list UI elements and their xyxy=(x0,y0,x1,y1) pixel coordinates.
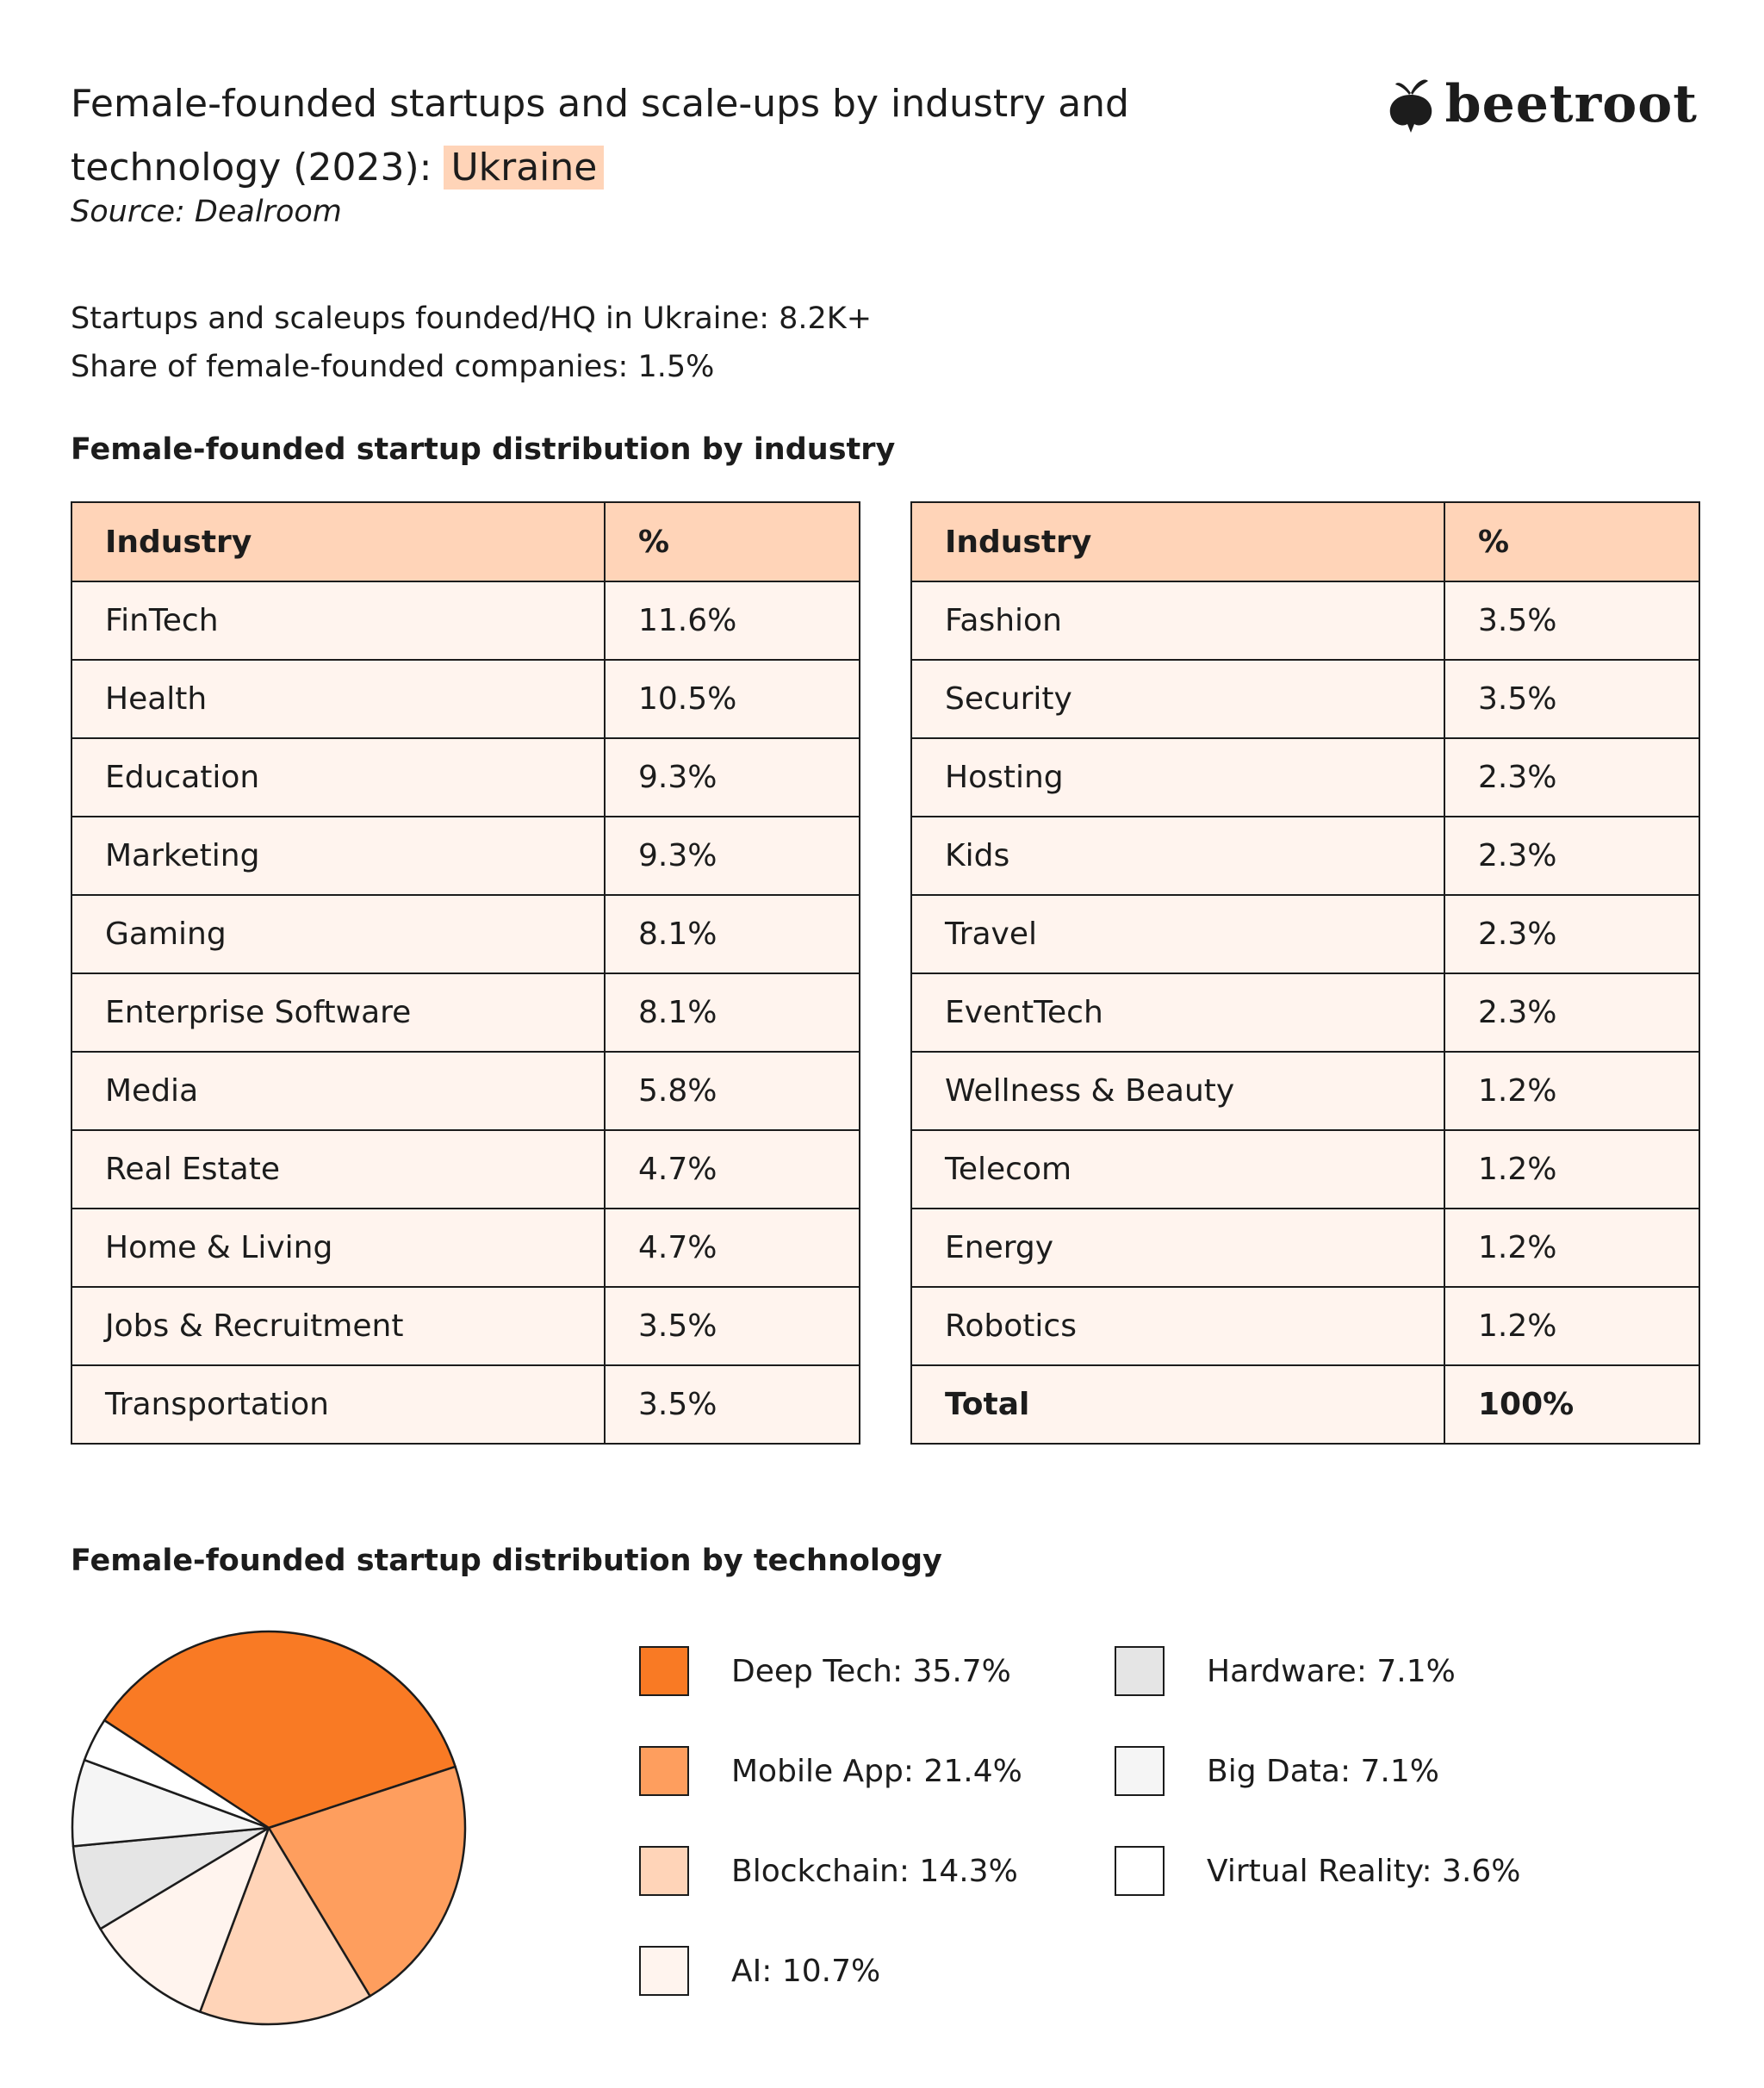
table-row xyxy=(71,738,860,817)
industry-cell: Transportation xyxy=(71,1365,605,1444)
source-note: Source: Dealroom xyxy=(71,195,342,229)
title-highlight-country: Ukraine xyxy=(444,146,604,190)
industry-cell: Real Estate xyxy=(71,1130,605,1209)
table-row xyxy=(71,581,860,660)
percent-cell: 2.3% xyxy=(1444,817,1699,895)
industry-cell: Security xyxy=(911,660,1444,738)
industry-cell: Fashion xyxy=(911,581,1444,660)
legend-label: AI: 10.7% xyxy=(731,1953,881,1989)
table-header-row xyxy=(911,502,1699,581)
percent-cell: 1.2% xyxy=(1444,1287,1699,1365)
header-percent: % xyxy=(1444,502,1699,581)
industry-cell: Energy xyxy=(911,1209,1444,1287)
title-main: Female-founded startups and scale-ups by industry and technology (2023): xyxy=(71,82,1129,190)
legend-swatch xyxy=(1115,1646,1165,1696)
legend-label: Big Data: 7.1% xyxy=(1207,1753,1439,1789)
table-row xyxy=(911,1130,1699,1209)
industry-cell: Hosting xyxy=(911,738,1444,817)
table-row xyxy=(911,1287,1699,1365)
legend-label: Mobile App: 21.4% xyxy=(731,1753,1022,1789)
brand-logo xyxy=(1387,74,1698,134)
industry-section-title: Female-founded startup distribution by industry xyxy=(71,432,896,467)
legend-item xyxy=(1115,1646,1456,1696)
industry-cell: Total xyxy=(911,1365,1444,1444)
industry-table-left xyxy=(71,501,860,1445)
industry-cell: Travel xyxy=(911,895,1444,973)
industry-cell: EventTech xyxy=(911,973,1444,1052)
industry-cell: FinTech xyxy=(71,581,605,660)
legend-item xyxy=(1115,1846,1521,1896)
table-row xyxy=(71,1287,860,1365)
percent-cell: 1.2% xyxy=(1444,1130,1699,1209)
header-industry: Industry xyxy=(71,502,605,581)
percent-cell: 10.5% xyxy=(605,660,860,738)
legend-label: Blockchain: 14.3% xyxy=(731,1853,1018,1889)
legend-swatch xyxy=(639,1646,689,1696)
table-row xyxy=(71,1209,860,1287)
percent-cell: 8.1% xyxy=(605,895,860,973)
brand-name: beetroot xyxy=(1444,74,1698,134)
stat-total-startups: Startups and scaleups founded/HQ in Ukraine: 8.2K+ xyxy=(71,301,873,336)
percent-cell: 3.5% xyxy=(1444,660,1699,738)
header-percent: % xyxy=(605,502,860,581)
legend-label: Deep Tech: 35.7% xyxy=(731,1653,1011,1689)
industry-cell: Media xyxy=(71,1052,605,1130)
percent-cell: 5.8% xyxy=(605,1052,860,1130)
technology-pie-chart xyxy=(62,1621,475,2035)
summary-stats xyxy=(71,295,872,391)
percent-cell: 3.5% xyxy=(1444,581,1699,660)
percent-cell: 11.6% xyxy=(605,581,860,660)
table-row xyxy=(911,738,1699,817)
legend-item xyxy=(1115,1746,1439,1796)
legend-label: Hardware: 7.1% xyxy=(1207,1653,1456,1689)
legend-item xyxy=(639,1646,1011,1696)
beet-icon xyxy=(1387,76,1435,133)
table-row xyxy=(71,1130,860,1209)
table-total-row xyxy=(911,1365,1699,1444)
industry-table-right xyxy=(910,501,1700,1445)
table-row xyxy=(71,1365,860,1444)
table-row xyxy=(911,895,1699,973)
percent-cell: 9.3% xyxy=(605,817,860,895)
industry-cell: Gaming xyxy=(71,895,605,973)
percent-cell: 1.2% xyxy=(1444,1052,1699,1130)
table-row xyxy=(911,817,1699,895)
table-row xyxy=(71,973,860,1052)
percent-cell: 2.3% xyxy=(1444,973,1699,1052)
legend-swatch xyxy=(639,1746,689,1796)
percent-cell: 4.7% xyxy=(605,1130,860,1209)
page-title xyxy=(71,72,1276,200)
header-industry: Industry xyxy=(911,502,1444,581)
legend-item xyxy=(639,1946,880,1996)
table-row xyxy=(71,895,860,973)
table-row xyxy=(911,660,1699,738)
table-row xyxy=(71,1052,860,1130)
table-header-row xyxy=(71,502,860,581)
industry-cell: Robotics xyxy=(911,1287,1444,1365)
table-row xyxy=(911,973,1699,1052)
table-row xyxy=(71,817,860,895)
percent-cell: 3.5% xyxy=(605,1365,860,1444)
industry-cell: Jobs & Recruitment xyxy=(71,1287,605,1365)
industry-cell: Education xyxy=(71,738,605,817)
percent-cell: 100% xyxy=(1444,1365,1699,1444)
percent-cell: 2.3% xyxy=(1444,738,1699,817)
legend-item xyxy=(639,1846,1018,1896)
industry-cell: Enterprise Software xyxy=(71,973,605,1052)
percent-cell: 8.1% xyxy=(605,973,860,1052)
table-row xyxy=(911,1052,1699,1130)
table-row xyxy=(911,581,1699,660)
industry-cell: Health xyxy=(71,660,605,738)
industry-cell: Home & Living xyxy=(71,1209,605,1287)
percent-cell: 1.2% xyxy=(1444,1209,1699,1287)
legend-label: Virtual Reality: 3.6% xyxy=(1207,1853,1521,1889)
industry-cell: Wellness & Beauty xyxy=(911,1052,1444,1130)
table-row xyxy=(911,1209,1699,1287)
percent-cell: 9.3% xyxy=(605,738,860,817)
industry-cell: Telecom xyxy=(911,1130,1444,1209)
technology-section-title: Female-founded startup distribution by technology xyxy=(71,1544,942,1578)
percent-cell: 2.3% xyxy=(1444,895,1699,973)
percent-cell: 3.5% xyxy=(605,1287,860,1365)
industry-cell: Marketing xyxy=(71,817,605,895)
industry-cell: Kids xyxy=(911,817,1444,895)
legend-swatch xyxy=(1115,1846,1165,1896)
table-row xyxy=(71,660,860,738)
legend-swatch xyxy=(1115,1746,1165,1796)
stat-female-share: Share of female-founded companies: 1.5% xyxy=(71,350,715,384)
legend-item xyxy=(639,1746,1022,1796)
percent-cell: 4.7% xyxy=(605,1209,860,1287)
legend-swatch xyxy=(639,1846,689,1896)
legend-swatch xyxy=(639,1946,689,1996)
